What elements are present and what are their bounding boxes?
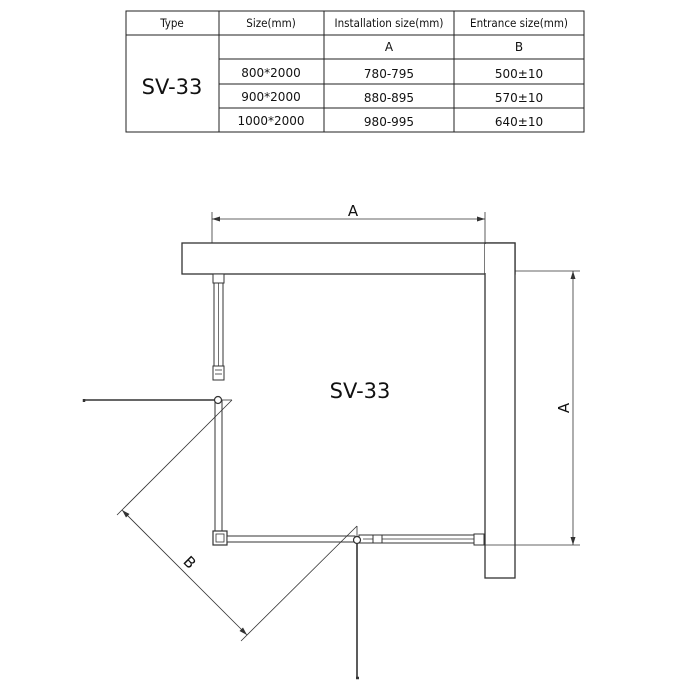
header-type: Type [160, 16, 184, 30]
side-wall [485, 243, 515, 578]
center-model-label: SV-33 [329, 379, 391, 403]
bottom-door-closed [227, 536, 355, 542]
subheader-a: A [384, 40, 394, 54]
type-value: SV-33 [141, 75, 203, 99]
left-panel-top-cap [213, 274, 224, 283]
row-2-entrance: 570±10 [494, 91, 544, 105]
bottom-panel-cap [373, 535, 382, 543]
header-installation-size: Installation size(mm) [334, 16, 444, 30]
floor-plan-drawing [84, 212, 580, 678]
row-1-installation: 780-795 [363, 67, 415, 81]
corner-post-inner [216, 534, 224, 542]
dim-diagonal-ext-bottom [241, 526, 357, 641]
dim-top-label: A [347, 202, 359, 220]
left-door-hinge [215, 397, 222, 404]
header-size: Size(mm) [246, 16, 296, 30]
row-2-size: 900*2000 [241, 90, 301, 104]
subheader-b: B [514, 40, 524, 54]
dim-right-label: A [555, 402, 573, 414]
dim-top-arrow-right [477, 217, 485, 222]
row-3-installation: 980-995 [363, 115, 415, 129]
dim-diagonal-label: B [179, 552, 200, 573]
dim-diagonal-line [122, 510, 247, 635]
row-1-entrance: 500±10 [494, 67, 544, 81]
dim-right-arrow-top [571, 271, 576, 279]
header-entrance-size: Entrance size(mm) [470, 16, 568, 30]
dim-right-arrow-bottom [571, 537, 576, 545]
bottom-door-hinge [354, 537, 361, 544]
back-wall [182, 243, 515, 274]
left-panel-bottom-cap [213, 366, 224, 380]
dim-top-arrow-left [212, 217, 220, 222]
bottom-panel-end-cap [474, 534, 484, 545]
left-door-closed [215, 400, 222, 533]
row-2-installation: 880-895 [363, 91, 415, 105]
row-1-size: 800*2000 [241, 66, 301, 80]
row-3-size: 1000*2000 [237, 114, 305, 128]
row-3-entrance: 640±10 [494, 115, 544, 129]
